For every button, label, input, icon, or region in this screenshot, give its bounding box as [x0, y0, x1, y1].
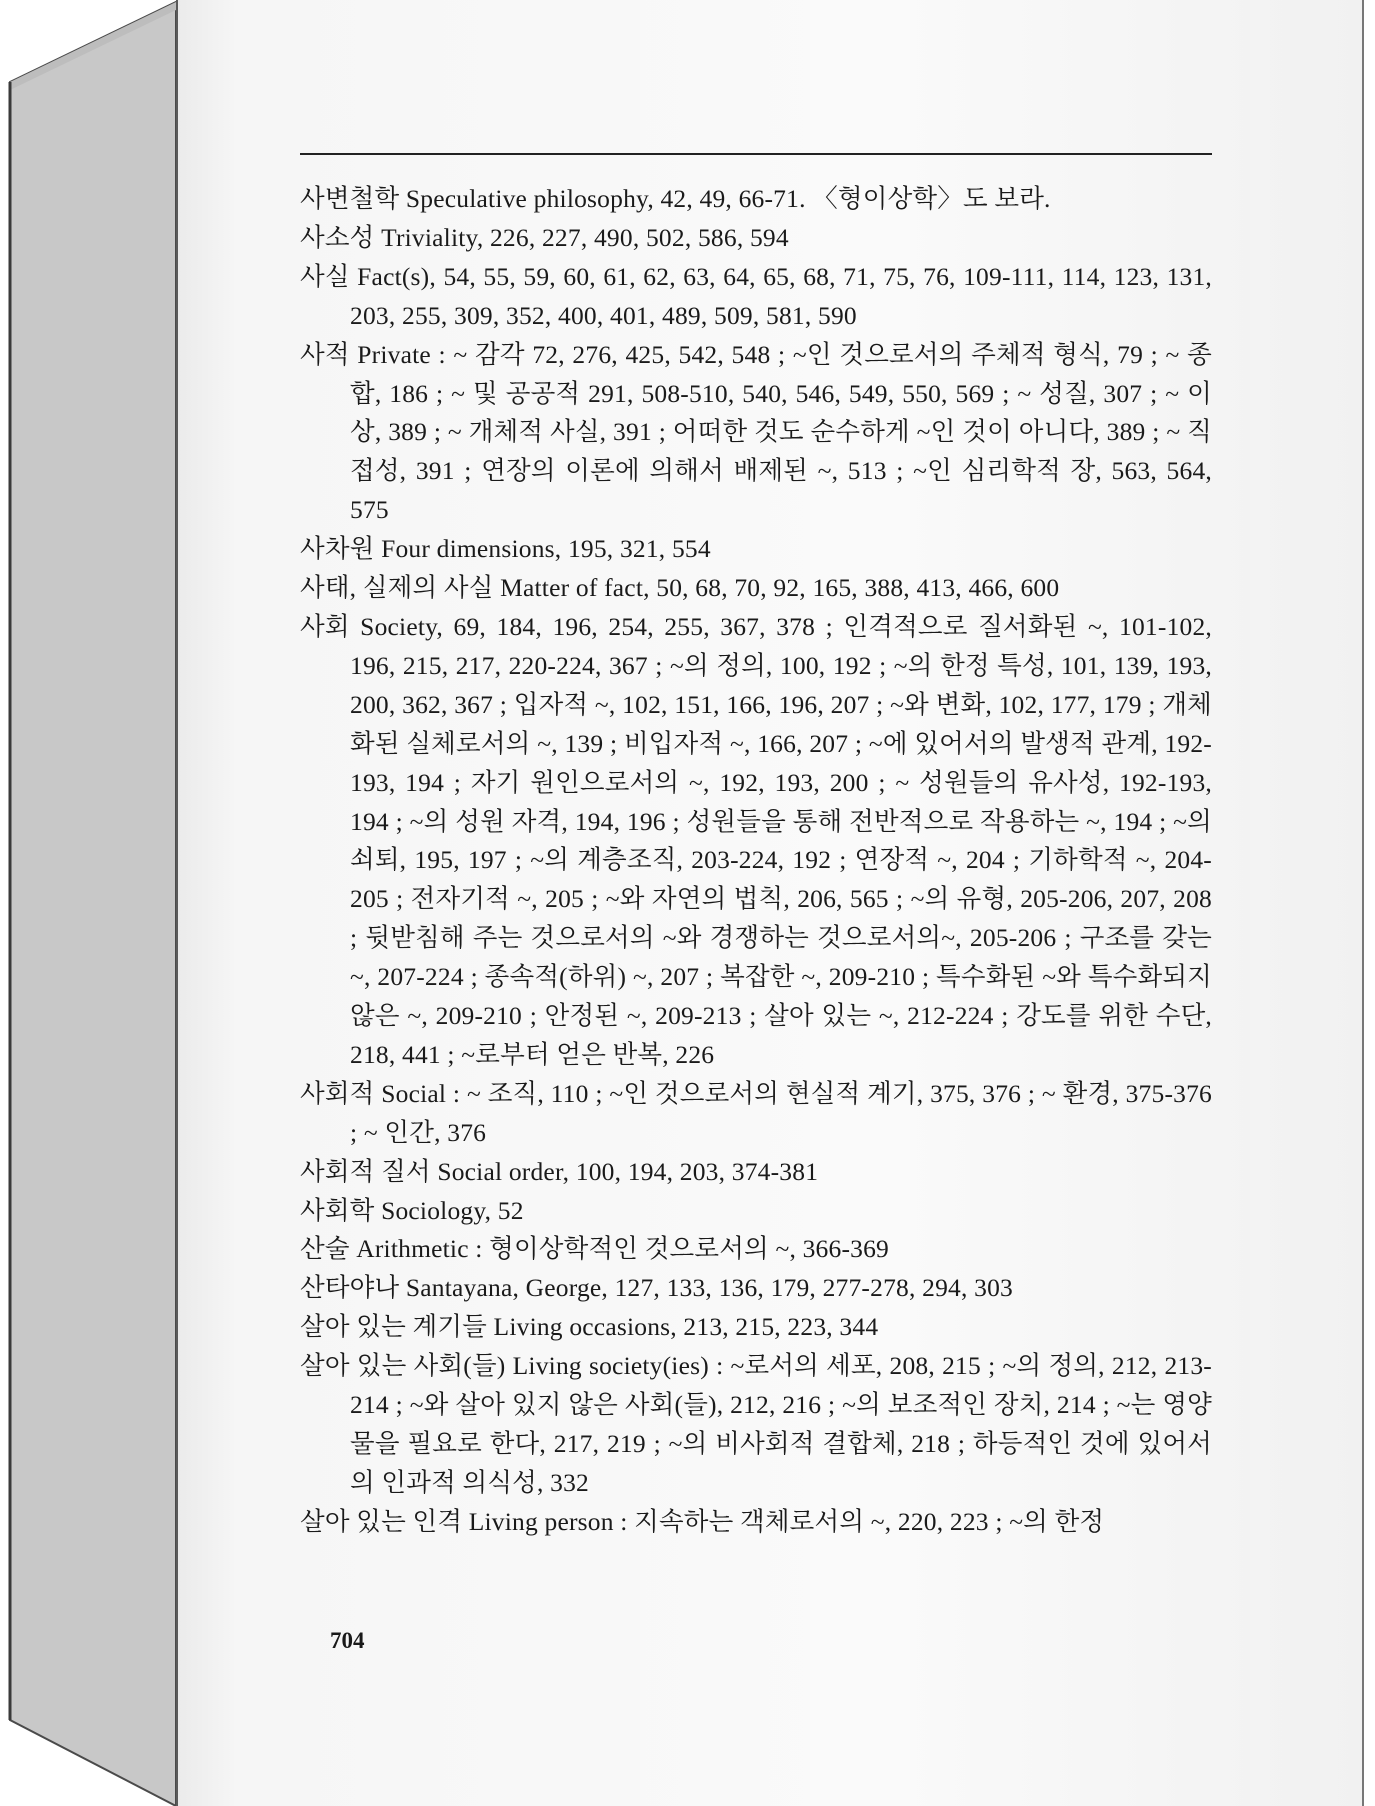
index-entry: 산타야나 Santayana, George, 127, 133, 136, 179, 277-278, 294, 303	[300, 1273, 1013, 1303]
index-entry: 살아 있는 사회(들) Living society(ies) : ~로서의 세포, 208, 215 ; ~의 정의, 212, 213-214 ; ~와 살아 있지 않은 사회(들), 212, 216 ; ~의 보조적인 장치, 214 ; ~는 영양물을 필요로 한다, 217, 219 ; ~의 비사회적 결합체, 218 ; 하등적인 것에 있어서의 인과적 의식성, 332	[300, 1351, 1212, 1497]
page-number: 704	[330, 1628, 365, 1653]
index-entry: 사적 Private : ~ 감각 72, 276, 425, 542, 548 ; ~인 것으로서의 주체적 형식, 79 ; ~ 종합, 186 ; ~ 및 공공적 291, 508-510, 540, 546, 549, 550, 569 ; ~ 성질, 307 ; ~ 이상, 389 ; ~ 개체적 사실, 391 ; 어떠한 것도 순수하게 ~인 것이 아니다, 389 ; ~ 직접성, 391 ; 연장의 이론에 의해서 배제된 ~, 513 ; ~인 심리학적 장, 563, 564, 575	[300, 339, 1212, 525]
index-entry: 사회적 Social : ~ 조직, 110 ; ~인 것으로서의 현실적 계기, 375, 376 ; ~ 환경, 375-376 ; ~ 인간, 376	[300, 1078, 1212, 1147]
index-entry: 사실 Fact(s), 54, 55, 59, 60, 61, 62, 63, 64, 65, 68, 71, 75, 76, 109-111, 114, 123, 131, 203, 255, 309, 352, 400, 401, 489, 509, 581, 590	[300, 261, 1212, 330]
index-entry: 사태, 실제의 사실 Matter of fact, 50, 68, 70, 92, 165, 388, 413, 466, 600	[300, 573, 1060, 603]
index-entry: 사차원 Four dimensions, 195, 321, 554	[300, 534, 711, 564]
index-entry: 사회적 질서 Social order, 100, 194, 203, 374-381	[300, 1156, 819, 1186]
index-entry: 사변철학 Speculative philosophy, 42, 49, 66-71. 〈형이상학〉도 보라.	[300, 184, 1051, 213]
index-entry: 살아 있는 계기들 Living occasions, 213, 215, 223, 344	[300, 1312, 879, 1342]
index-entry: 사회 Society, 69, 184, 196, 254, 255, 367, 378 ; 인격적으로 질서화된 ~, 101-102, 196, 215, 217, 220-224, 367 ; ~의 정의, 100, 192 ; ~의 한정 특성, 101, 139, 193, 200, 362, 367 ; 입자적 ~, 102, 151, 166, 196, 207 ; ~와 변화, 102, 177, 179 ; 개체화된 실체로서의 ~, 139 ; 비입자적 ~, 166, 207 ; ~에 있어서의 발생적 관계, 192-193, 194 ; 자기 원인으로서의 ~, 192, 193, 200 ; ~ 성원들의 유사성, 192-193, 194 ; ~의 성원 자격, 194, 196 ; 성원들을 통해 전반적으로 작용하는 ~, 194 ; ~의 쇠퇴, 195, 197 ; ~의 계층조직, 203-224, 192 ; 연장적 ~, 204 ; 기하학적 ~, 204-205 ; 전자기적 ~, 205 ; ~와 자연의 법칙, 206, 565 ; ~의 유형, 205-206, 207, 208 ; 뒷받침해 주는 것으로서의 ~와 경쟁하는 것으로서의~, 205-206 ; 구조를 갖는 ~, 207-224 ; 종속적(하위) ~, 207 ; 복잡한 ~, 209-210 ; 특수화된 ~와 특수화되지 않은 ~, 209-210 ; 안정된 ~, 209-213 ; 살아 있는 ~, 212-224 ; 강도를 위한 수단, 218, 441 ; ~로부터 얻은 반복, 226	[300, 611, 1212, 1069]
index-entries	[300, 180, 1212, 1542]
index-entry: 사소성 Triviality, 226, 227, 490, 502, 586, 594	[300, 222, 789, 252]
header-rule	[300, 153, 1212, 155]
index-entry: 산술 Arithmetic : 형이상학적인 것으로서의 ~, 366-369	[300, 1234, 889, 1264]
index-entry: 살아 있는 인격 Living person : 지속하는 객체로서의 ~, 220, 223 ; ~의 한정	[300, 1506, 1105, 1536]
index-entry: 사회학 Sociology, 52	[300, 1195, 524, 1225]
